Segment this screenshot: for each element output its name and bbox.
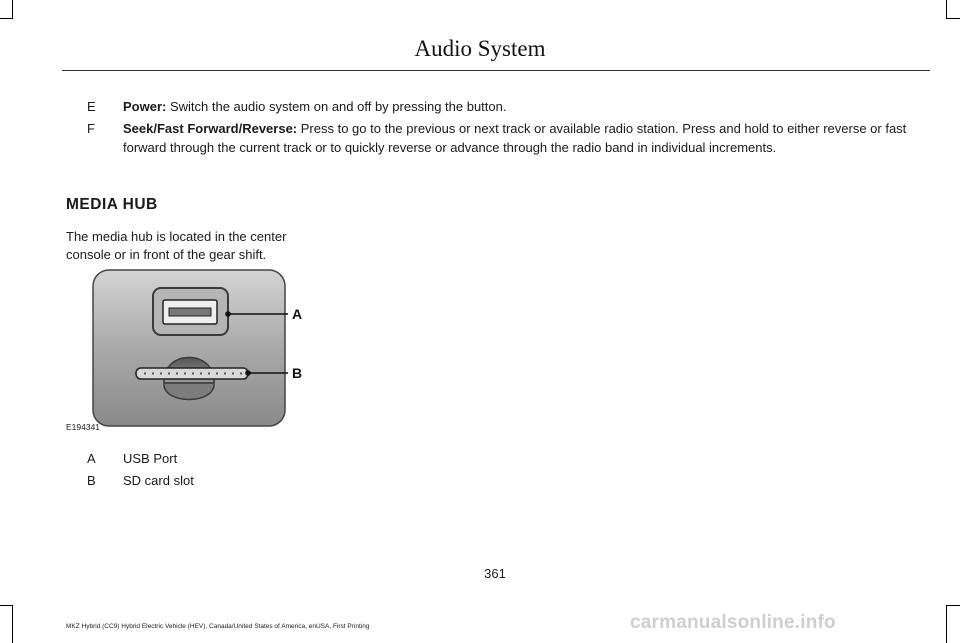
usb-port-tongue [169,308,211,316]
crop-mark-bottom-right-h [946,605,960,606]
watermark-link[interactable]: carmanualsonline.info [630,612,836,633]
figure-legend [87,449,337,493]
definition-list [87,97,917,160]
section-heading: MEDIA HUB [66,196,158,213]
header-rule [62,70,930,71]
footer-note: MKZ Hybrid (CC9) Hybrid Electric Vehicle (HEV), Canada/United States of America, enUSA, First Printing [66,623,370,630]
page-header-title: Audio System [414,36,546,61]
crop-mark-top-right-h [946,18,960,19]
definition-body [123,97,917,116]
definition-item-e [87,97,917,116]
page-number: 361 [484,566,506,581]
definition-term: Power: [123,99,167,114]
section-intro: The media hub is located in the center console or in front of the gear shift. [66,229,287,262]
crop-mark-top-left-v [12,0,13,18]
crop-mark-bottom-left-v [12,605,13,643]
figure-id: E194341 [66,422,101,432]
crop-mark-top-right-v [946,0,947,18]
legend-key: A [87,451,96,466]
callout-label-b: B [292,365,303,381]
legend-label: USB Port [123,451,178,466]
media-hub-figure [66,265,326,437]
legend-label: SD card slot [123,473,194,488]
legend-item-a [87,449,337,468]
crop-mark-top-left-h [0,18,13,19]
definition-item-f [87,119,917,157]
definition-key: E [87,99,96,114]
definition-text: Press to go to the previous or next track or available radio station. Press and hold to either reverse or fast forward through the current track or to quickly reverse or advance through the radio band in individual increments. [123,121,907,155]
definition-body [123,119,917,157]
definition-term: Seek/Fast Forward/Reverse: [123,121,298,136]
callout-label-a: A [292,306,303,322]
legend-key: B [87,473,96,488]
legend-item-b [87,471,337,490]
definition-text: Switch the audio system on and off by pressing the button. [166,99,507,114]
crop-mark-bottom-right-v [946,605,947,643]
media-hub-illustration [66,265,326,437]
crop-mark-bottom-left-h [0,605,13,606]
definition-key: F [87,121,95,136]
